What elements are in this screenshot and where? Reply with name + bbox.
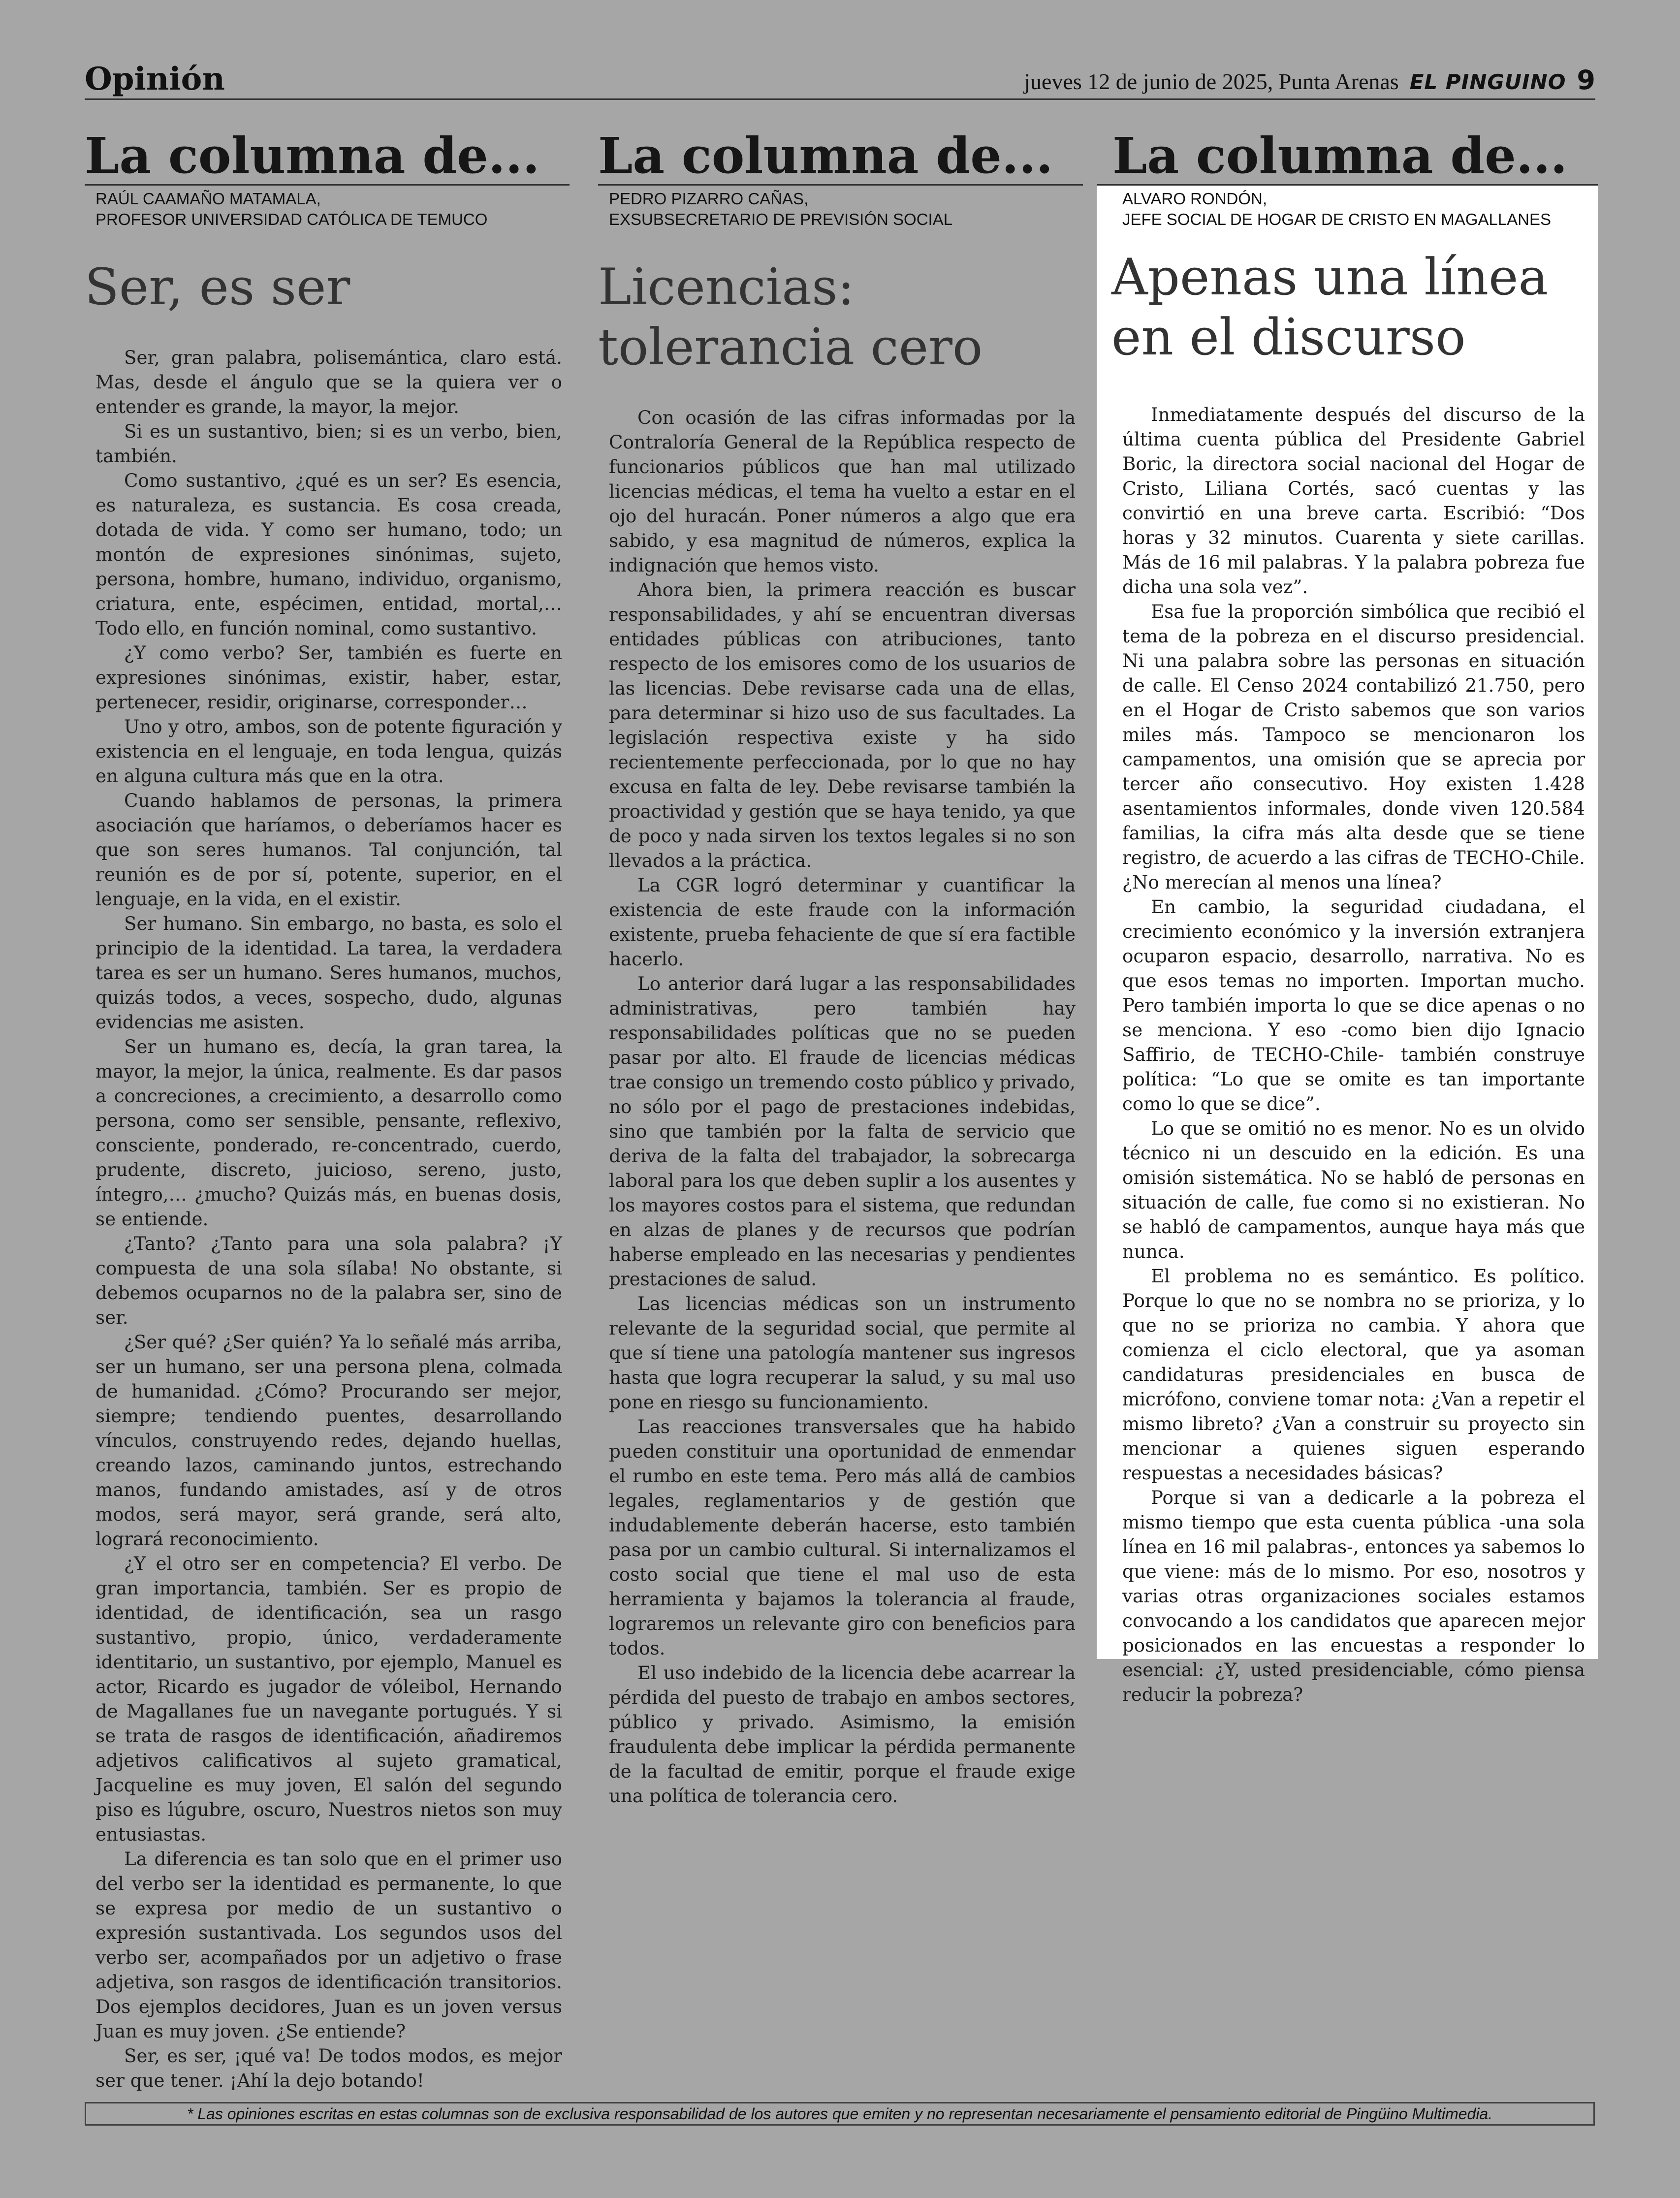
column-1 — [85, 127, 570, 2093]
article-headline — [1111, 248, 1598, 368]
headline-line: Apenas una línea — [1111, 248, 1549, 307]
article-body — [609, 405, 1076, 1808]
paragraph: Ser, gran palabra, polisemántica, claro está. Mas, desde el ángulo que se la quiera ver o entender es grande, la mayor, la mejor. — [95, 347, 562, 417]
paragraph: Cuando hablamos de personas, la primera asociación que haríamos, o deberíamos hacer es que son seres humanos. Tal conjunción, tal reunión es de por sí, potente, superior, en el lenguaje, en la vida, en el existir. — [95, 790, 562, 910]
paragraph: ¿Ser qué? ¿Ser quién? Ya lo señalé más arriba, ser un humano, ser una persona plena, colmada de humanidad. ¿Cómo? Procurando ser mejor, siempre; tendiendo puentes, desarrollando vínculos, construyendo redes, dejando huellas, creando lazos, caminando juntos, estrechando manos, fundando amistades, así y de otros modos, será mayor, será grande, será alto, logrará reconocimiento. — [95, 1331, 562, 1550]
paragraph: Uno y otro, ambos, son de potente figuración y existencia en el lenguaje, en toda lengua, quizás en alguna cultura más que en la otra. — [95, 716, 562, 787]
paragraph: ¿Tanto? ¿Tanto para una sola palabra? ¡Y compuesta de una sola sílaba! No obstante, si debemos ocuparnos no de la palabra ser, sino de ser. — [95, 1233, 562, 1328]
paragraph: El problema no es semántico. Es político. Porque lo que no se nombra no se prioriza, y lo que no se prioriza no cambia. Y ahora que comienza el ciclo electoral, que ya asoman candidaturas presidenciales en busca de micrófono, conviene tomar nota: ¿Van a repetir el mismo libreto? ¿Van a construir su proyecto sin mencionar a quienes siguen esperando respuestas a necesidades básicas? — [1122, 1265, 1585, 1484]
article-body — [1122, 402, 1585, 1707]
paragraph: Si es un sustantivo, bien; si es un verbo, bien, también. — [95, 420, 562, 467]
paragraph: En cambio, la seguridad ciudadana, el crecimiento económico y la inversión extranjera ocuparon espacio, desarrollo, narrativa. No es que esos temas no importen. Importan mucho. Pero también importa lo que se dice apenas o no se menciona. Y eso -como bien dijo Ignacio Saffirio, de TECHO-Chile- también construye política: “Lo que se omite es tan importante como lo que se dice”. — [1122, 896, 1585, 1115]
article-headline — [598, 257, 1083, 378]
author-name: ALVARO RONDÓN, — [1122, 190, 1267, 208]
author-byline — [95, 189, 570, 230]
paragraph: Como sustantivo, ¿qué es un ser? Es esencia, es naturaleza, es sustancia. Es cosa creada, dotada de vida. Y como ser humano, todo; un montón de expresiones sinónimas, sujeto, persona, hombre, humano, individuo, organismo, criatura, ente, espécimen, entidad, mortal,… Todo ello, en función nominal, como sustantivo. — [95, 470, 562, 639]
author-role: JEFE SOCIAL DE HOGAR DE CRISTO EN MAGALLANES — [1122, 210, 1552, 228]
paragraph: ¿Y el otro ser en competencia? El verbo. De gran importancia, también. Ser es propio de identidad, de identificación, sea un rasgo sustantivo, propio, único, verdaderamente identitario, un sustantivo, por ejemplo, Manuel es actor, Ricardo es jugador de vóleibol, Hernando de Magallanes fue un navegante portugués. Y si se trata de rasgos de identificación, añadiremos adjetivos calificativos al sujeto gramatical, Jacqueline es muy joven, El salón del segundo piso es lúgubre, oscuro, Nuestros nietos son muy entusiastas. — [95, 1553, 562, 1845]
paragraph: Ser un humano es, decía, la gran tarea, la mayor, la mejor, la única, realmente. Es dar pasos a concreciones, a crecimiento, a desarrollo como persona, como ser sensible, pensante, reflexivo, consciente, ponderado, re-concentrado, cuerdo, prudente, discreto, juicioso, sereno, justo, íntegro,… ¿mucho? Quizás más, en buenas dosis, se entiende. — [95, 1036, 562, 1230]
page-number: 9 — [1577, 64, 1595, 96]
page-header — [85, 58, 1595, 100]
article-body — [95, 345, 562, 2093]
paragraph: Lo anterior dará lugar a las responsabilidades administrativas, pero también hay responsabilidades políticas que no se pueden pasar por alto. El fraude de licencias médicas trae consigo un tremendo costo público y privado, no sólo por el pago de prestaciones indebidas, sino que también por la falta de servicio que deriva de la falta del trabajador, la sobrecarga laboral para los que deben suplir a los ausentes y los mayores costos para el sistema, que redundan en alzas de planes y de recursos que podrían haberse empleado en las necesarias y pendientes prestaciones de salud. — [609, 973, 1076, 1290]
section-label: Opinión — [85, 61, 225, 97]
paragraph: Con ocasión de las cifras informadas por la Contraloría General de la República respecto de funcionarios públicos que han mal utilizado licencias médicas, el tema ha vuelto a estar en el ojo del huracán. Poner números a algo que era sabido, y esa magnitud de números, explica la indignación que hemos visto. — [609, 407, 1076, 576]
footer-disclaimer: * Las opiniones escritas en estas columnas son de exclusiva responsabilidad de los autores que emiten y no representan necesariamente el pensamiento editorial de Pingüino Multimedia. — [85, 2102, 1595, 2126]
column-3 — [1097, 127, 1598, 1705]
paragraph: Inmediatamente después del discurso de la última cuenta pública del Presidente Gabriel Boric, la directora social nacional del Hogar de Cristo, Liliana Cortés, sacó cuentas y las convirtió en una breve carta. Escribió: “Dos horas y 32 minutos. Cuarenta y siete carillas. Más de 16 mil palabras. Y la palabra pobreza fue dicha una sola vez”. — [1122, 404, 1585, 598]
headline-line: en el discurso — [1111, 308, 1466, 367]
issue-date: jueves 12 de junio de 2025, Punta Arenas — [1024, 69, 1399, 94]
headline-line: Licencias: — [598, 258, 855, 317]
paragraph: La diferencia es tan solo que en el primer uso del verbo ser la identidad es permanente, lo que se expresa por medio de un sustantivo o expresión sustantivada. Los segundos usos del verbo ser, acompañados por un adjetivo o frase adjetiva, son rasgos de identificación transitorios. Dos ejemplos decidores, Juan es un joven versus Juan es muy joven. ¿Se entiende? — [95, 1848, 562, 2042]
paragraph: ¿Y como verbo? Ser, también es fuerte en expresiones sinónimas, existir, haber, estar, pertenecer, residir, originarse, corresponder… — [95, 642, 562, 713]
author-name: RAÚL CAAMAÑO MATAMALA, — [95, 190, 321, 208]
column-label: La columna de... — [598, 127, 1083, 186]
headline-line: tolerancia cero — [598, 318, 983, 377]
paragraph: Las licencias médicas son un instrumento relevante de la seguridad social, que permite al que sí tiene una patología mantener sus ingresos hasta que logra recuperar la salud, y su mal uso pone en riesgo su funcionamiento. — [609, 1293, 1076, 1413]
author-name: PEDRO PIZARRO CAÑAS, — [609, 190, 809, 208]
author-byline — [609, 189, 1083, 230]
brand-logo: EL PINGUINO — [1409, 70, 1566, 94]
column-label: La columna de... — [1097, 127, 1598, 186]
column-label: La columna de... — [85, 127, 570, 186]
column-2 — [598, 127, 1083, 1808]
header-right — [1024, 64, 1595, 96]
author-byline — [1122, 189, 1598, 230]
paragraph: La CGR logró determinar y cuantificar la existencia de este fraude con la información existente, prueba fehaciente de que sí era factible hacerlo. — [609, 874, 1076, 970]
paragraph: Ser, es ser, ¡qué va! De todos modos, es mejor ser que tener. ¡Ahí la dejo botando! — [95, 2045, 562, 2091]
paragraph: Ahora bien, la primera reacción es buscar responsabilidades, y ahí se encuentran diversas entidades públicas con atribuciones, tanto respecto de los emisores como de los usuarios de las licencias. Debe revisarse cada una de ellas, para determinar si hizo uso de sus facultades. La legislación respectiva existe y ha sido recientemente perfeccionada, por lo que no hay excusa en falta de ley. Debe revisarse también la proactividad y gestión que se haya tenido, ya que de poco y nada sirven los textos legales si no son llevados a la práctica. — [609, 579, 1076, 871]
paragraph: Porque si van a dedicarle a la pobreza el mismo tiempo que esta cuenta pública -una sola línea en 16 mil palabras-, entonces ya sabemos lo que viene: más de lo mismo. Por eso, nosotros y varias otras organizaciones sociales estamos convocando a los candidatos que aparecen mejor posicionados en las encuestas a responder lo esencial: ¿Y, usted presidenciable, cómo piensa reducir la pobreza? — [1122, 1487, 1585, 1705]
article-headline: Ser, es ser — [85, 258, 350, 317]
author-role: PROFESOR UNIVERSIDAD CATÓLICA DE TEMUCO — [95, 210, 488, 228]
paragraph: Lo que se omitió no es menor. No es un olvido técnico ni un descuido en la edición. Es una omisión sistemática. No se habló de personas en situación de calle, fue como si no existieran. No se habló de campamentos, aunque haya más que nunca. — [1122, 1117, 1585, 1262]
paragraph: Las reacciones transversales que ha habido pueden constituir una oportunidad de enmendar el rumbo en este tema. Pero más allá de cambios legales, reglamentarios y de gestión que indudablemente deberán hacerse, esto también pasa por un cambio cultural. Si internalizamos el costo social que tiene el mal uso de esta herramienta y bajamos la tolerancia al fraude, lograremos un relevante giro con beneficios para todos. — [609, 1416, 1076, 1659]
paragraph: Ser humano. Sin embargo, no basta, es solo el principio de la identidad. La tarea, la verdadera tarea es ser un humano. Seres humanos, muchos, quizás todos, a veces, sospecho, dudo, algunas evidencias me asisten. — [95, 913, 562, 1033]
paragraph: Esa fue la proporción simbólica que recibió el tema de la pobreza en el discurso presidencial. Ni una palabra sobre las personas en situación de calle. El Censo 2024 contabilizó 21.750, pero en el Hogar de Cristo sabemos que son varios miles más. Tampoco se mencionaron los campamentos, una omisión que se aprecia por tercer año consecutivo. Hoy existen 1.428 asentamientos informales, donde viven 120.584 familias, la cifra más alta desde que se tiene registro, de acuerdo a las cifras de TECHO-Chile. ¿No merecían al menos una línea? — [1122, 601, 1585, 893]
paragraph: El uso indebido de la licencia debe acarrear la pérdida del puesto de trabajo en ambos sectores, público y privado. Asimismo, la emisión fraudulenta debe implicar la pérdida permanente de la facultad de emitir, porque el fraude exige una política de tolerancia cero. — [609, 1662, 1076, 1807]
author-role: EXSUBSECRETARIO DE PREVISIÓN SOCIAL — [609, 210, 953, 228]
